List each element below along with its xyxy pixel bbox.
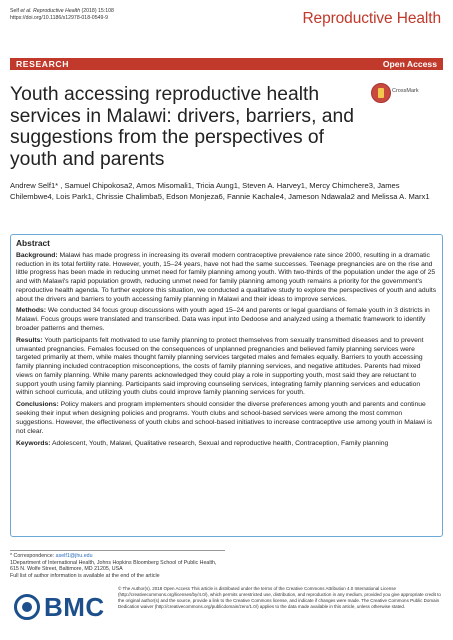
results-text: Youth participants felt motivated to use family planning to protect themselves from sexually transmitted diseases and to prevent unwanted pregnancies. Females focused on the consequences of unplanned pregnancies and believed family planning services were targeted primarily at them, while males thought family planning services targeted males and females equally. Barriers to youth accessing family planning included contraception misconceptions, the costs of family planning services, and negative attitudes. Parents had mixed views on family planning. While many parents acknowledged they could play a role in supporting youth, most said they are reluctant to support youth using family planning. Participants said improving counseling services, integrating family planning services and education within school curricula, and utilizing youth clubs could improve family planning services for youth. (16, 336, 424, 397)
methods-text: We conducted 34 focus group discussions with youth aged 15–24 and parents or legal guardians of female youth in 3 districts in Malawi. Focus groups were translated and transcribed. Data was input into Dedoose and analyzed using a thematic framework to identify broader patterns and themes. (16, 307, 430, 332)
bmc-ring-icon (14, 594, 40, 620)
abstract-background (16, 252, 437, 305)
author-list: Andrew Self1* , Samuel Chipokosa2, Amos Misomali1, Tricia Aung1, Steven A. Harvey1, Mercy Chimchere3, James Chilembwe4, Lois Park1, Chrissie Chalimba5, Edson Monjeza6, Fannie Kachale4, Jameson Ndawala2 and Melissa A. Marx1 (10, 181, 430, 201)
article-title: Youth accessing reproductive health services in Malawi: drivers, barriers, and suggestions from the perspectives of youth and parents (10, 84, 354, 170)
correspondence-label: * Correspondence: (10, 553, 56, 559)
citation-header (10, 8, 114, 21)
abstract-keywords (16, 440, 437, 449)
citation-journal: Reproductive Health (33, 8, 81, 14)
bmc-logo (14, 592, 114, 626)
abstract-methods (16, 307, 437, 333)
bmc-logo-text: BMC (44, 592, 105, 622)
citation-volume: (2018) 15:108 (80, 8, 114, 14)
section-label: RESEARCH (16, 59, 70, 69)
crossmark-badge[interactable] (371, 83, 431, 107)
journal-name: Reproductive Health (302, 10, 441, 27)
affiliation-text: 1Department of International Health, Johns Hopkins Bloomberg School of Public Health, 615 N. Wolfe Street, Baltimore, MD 21205, USA (10, 559, 217, 573)
methods-label: Methods: (16, 307, 46, 315)
background-text: Malawi has made progress in increasing its overall modern contraceptive prevalence rate since 2000, resulting in a dramatic reduction in its total fertility rate. However, youth, 15–24 years, have not had the same successes. Teenage pregnancies are on the rise and little progress has been made in reducing unmet need for family planning among youth. With two-thirds of the population under the age of 25 and with Malawi's rapid population growth, reducing unmet need for family planning among youth remains a priority for the government's reproductive health agenda. To further explore this situation, we conducted a qualitative study to explore the perspectives of youth and adults about the drivers and barriers to youth accessing family planning in Malawi and their ideas to improve services. (16, 251, 437, 303)
correspondence-email[interactable]: aself1@jhu.edu (55, 553, 93, 559)
section-banner (10, 58, 443, 70)
conclusions-label: Conclusions: (16, 401, 59, 409)
abstract-results (16, 337, 437, 398)
background-label: Background: (16, 251, 58, 259)
abstract-conclusions (16, 401, 437, 436)
crossmark-label: CrossMark (392, 88, 419, 94)
results-label: Results: (16, 336, 43, 344)
abstract-box (10, 234, 443, 537)
keywords-label: Keywords: (16, 439, 51, 447)
license-text: © The Author(s). 2018 Open Access This article is distributed under the terms of the Creative Commons Attribution 4.0 International License (http://creativecommons.org/licenses/by/4.0/), which permits unrestricted use, distribution, and reproduction in any medium, provided you give appropriate credit to the original author(s) and the source, provide a link to the Creative Commons license, and indicate if changes were made. The Creative Commons Public Domain Dedication waiver (http://creativecommons.org/publicdomain/zero/1.0/) applies to the data made available in this article, unless otherwise stated. (118, 586, 441, 609)
citation-authors: Self (10, 8, 21, 14)
conclusions-text: Policy makers and program implementers should consider the diverse preferences among youth and parents and continue seeking their input when designing policies and programs. Youth clubs and school-based services were among the most common suggestions. However, the effectiveness of youth clubs and school-based initiatives to increase contraceptive use among youth in Malawi is not clear. (16, 401, 432, 435)
author-info-note: Full list of author information is available at the end of the article (10, 573, 160, 580)
crossmark-icon (371, 83, 391, 103)
keywords-text: Adolescent, Youth, Malawi, Qualitative research, Sexual and reproductive health, Contraception, Family planning (50, 439, 389, 447)
doi-link[interactable]: https://doi.org/10.1186/s12978-018-0549-9 (10, 14, 108, 21)
open-access-label: Open Access (382, 59, 437, 69)
citation-etal: et al. (20, 8, 32, 14)
abstract-heading: Abstract (16, 238, 50, 248)
correspondence-footnote (10, 550, 225, 580)
